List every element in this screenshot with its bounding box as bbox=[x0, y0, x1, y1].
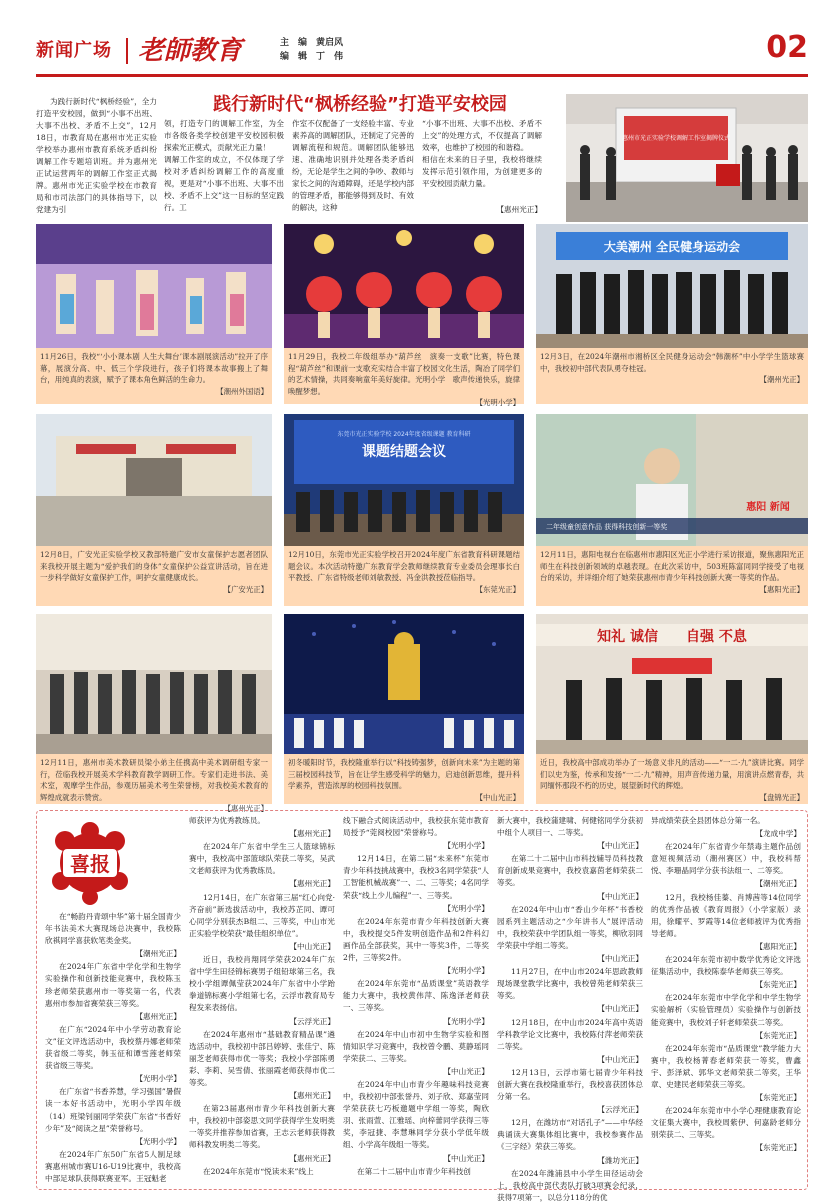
editor-chief: 主 编 黄启风 bbox=[280, 38, 344, 48]
svg-text:喜报: 喜报 bbox=[70, 852, 110, 876]
photo-cell-1 bbox=[36, 224, 272, 404]
caption-2: 11月29日，我校二年级组举办“葫芦丝 演奏一支歌”比赛，特色课程“葫芦丝”和课前一支歌充实结合丰富了校园文化生活，陶冶了同学们的艺术情操，共同奏响童年美好旋律。光明小学 歌声传递快乐，旋律唤醒梦想。 【光明小学】 bbox=[284, 348, 524, 404]
svg-text:惠阳 新闻: 惠阳 新闻 bbox=[746, 502, 790, 513]
page-number: 02 bbox=[766, 30, 808, 65]
lead-article bbox=[36, 88, 808, 220]
caption-4: 12月8日，广安光正实验学校又教部特邀广安市女童保护志愿者团队来我校开展主题为“爱护我们的身体”女童保护公益宣讲活动，旨在进一步科学做好女童保护工作，呵护女童健康成长。 【广安光正】 bbox=[36, 546, 272, 606]
lead-col-1: 为践行新时代“枫桥经验”，全力打造平安校园，做到“小事不出班、大事不出校、矛盾不上交”，12月18日，市教育局在惠州市光正实验学校举办惠州市教育系统矛盾纠纷调解工作专题培训班。并为惠州光正试运营两年的调解工作室正式揭牌。惠州市光正实验学校在市教育局和市司法部门的具体指导下，以党建为引 bbox=[36, 97, 157, 214]
photo-cell-9 bbox=[536, 614, 808, 804]
caption-3: 12月3日，在2024年潮州市湘桥区全民健身运动会“韩潮杯”中小学学生篮球赛中，我校初中部代表队勇夺桂冠。 【潮州光正】 bbox=[536, 348, 808, 404]
news-col-5: 异成绩荣获全县团体总分第一名。 【龙成中学】 在2024年广东省青少年禁毒主题作品创意短视频活动（潮州赛区）中，我校科帮悦、李珊晶同学分获书法组一、二等奖。 【潮州光正】 12月，我校杨佳蓁、肖博茜等14位同学的优秀作品被《教育周报》（小学家版）录用，徐耀平、罗霞等14位老师被评为优秀指导老师。 【惠阳光正】 在2024年东莞市初中数学优秀论文评选征集活动中，我校陈泰华老师获三等奖。 【东莞光正】 在2024年东莞市中学化学和中学生物学实验解析（实验管理员）实验操作与创新技能竞赛中，我校刘子轩老师荣获二等奖。 【东莞光正】 在2024年东莞市“品质课堂”教学能力大赛中，我校杨菁春老师荣获一等奖，曹鑫宇、彭泽斌、郭华文老师荣获二等奖，王华章、史建民老师荣获三等奖。 【东莞光正】 在2024年东莞市中小学心理健康教育论文征集大赛中，我校周紫伊、何嘉龄老师分别荣获二、三等奖。 【东莞光正】 bbox=[651, 816, 801, 1153]
svg-text:惠州市光正实验学校调解工作室揭牌仪式: 惠州市光正实验学校调解工作室揭牌仪式 bbox=[621, 135, 731, 142]
caption-7: 12月11日，惠州市美术教研员梁小弟主任携高中美术调研组专家一行，莅临我校开展美术学科教育教学调研工作。专家们走进书法、美术室，观摩学生作品，参观历届美术考生荣誉榜，对我校美术教育的辉煌成就表示赞赏。 【惠州光正】 bbox=[36, 754, 272, 804]
award-news-block bbox=[36, 810, 808, 1202]
news-col-1: 在“畅韵丹青颂中华”第十届全国青少年书法美术大赛现场总决赛中，我校陈欣祺同学喜获软笔类金奖。 【潮州光正】 在2024年广东省中学化学和生物学实验操作和创新技能竞赛中，我校陈玉珍老师荣获惠州市一等奖第一名，代表惠州市参加省赛荣获三等奖。 【惠州光正】 在广东“2024年中小学劳动教育论文”征文评选活动中，我校蔡丹娜老师荣获省级二等奖，韩玉征和谭雪莲老师荣获省级三等奖。 【光明小学】 在广东省“书香养慧，学习强国”暑假读一本好书活动中，光明小学四年级（14）班梁钊丽同学荣获广东省“书香好少年”及“阅读之星”荣誉称号。 【光明小学】 在2024年广东50广东省5人制足球赛惠州城市赛U16-U19比赛中，我校高中部足球队获得联赛亚军。王冠魁老 bbox=[45, 912, 181, 1183]
editor-info bbox=[280, 36, 343, 64]
news-col-3: 线下融合式阅读活动中，我校获东莞市教育局授予“莞阅校园”荣誉称号。 【光明小学】 12月14日，在第二届“未来杯”东莞市青少年科技挑战赛中，我校3名同学荣获“人工智能机械战赛”一、二、三等奖；4名同学荣获“线上少儿编程”一、三等奖。 【光明小学】 在2024年东莞市青少年科技创新大赛中，我校提交5件发明创造作品和2件科幻画作品全部获奖，其中一等奖3件，二等奖2件，三等奖2件。 【光明小学】 在2024年东莞市“品质课堂”英语教学能力大赛中，我校黄伟萍、陈逸泽老师获一、三等奖。 【光明小学】 在2024年中山市初中生物学实验和图情知识学习竞赛中，我校曾令鹏、莫静瑶同学荣获二、三等奖。 【中山光正】 在2024年中山市青少年趣味科技竞赛中，我校初中部张誉丹、刘子欣、郑嘉莹同学荣获获七巧板邀题中学组一等奖，陶欣羽、张雨萱、江雅瑶、向梓蕾同学获得三等奖，李冠捷、李慧琳同学分获小学低年级组、小学高年级组一等奖。 【中山光正】 在第二十二届中山市青少年科技创 bbox=[343, 816, 489, 1176]
textbook-drama-photo bbox=[36, 224, 272, 348]
photo-cell-7 bbox=[36, 614, 272, 814]
header-divider bbox=[126, 38, 128, 64]
lead-col-3: 作室不仅配备了一支经验丰富、专业素养高的调解团队，还制定了完善的调解流程和规范。调解团队能够迅速、准确地识别并处理各类矛盾纠纷，无论是学生之间的争吵、教师与家长之间的沟通障碍，还是学校内部的管理矛盾，都能够得到及时、有效的解决，这种 bbox=[292, 119, 414, 212]
svg-text:东莞市光正实验学校 2024年度省级课题 教育科研: 东莞市光正实验学校 2024年度省级课题 教育科研 bbox=[337, 431, 471, 438]
photo-cell-6 bbox=[536, 414, 808, 606]
svg-text:二年级童创意作品 获得科技创新一等奖: 二年级童创意作品 获得科技创新一等奖 bbox=[546, 523, 668, 531]
plaque-ceremony-photo bbox=[566, 94, 808, 222]
svg-text:大美潮州 全民健身运动会: 大美潮州 全民健身运动会 bbox=[603, 240, 741, 254]
svg-text:知礼 诚信 自强 不息: 知礼 诚信 自强 不息 bbox=[597, 629, 747, 645]
photo-cell-5 bbox=[284, 414, 524, 606]
basketball-team-photo bbox=[536, 224, 808, 348]
masthead-logo bbox=[136, 32, 266, 68]
caption-1: 11月26日，我校“‘小小课本剧 人生大舞台’课本剧展演活动”拉开了序幕，展演分高、中、低三个学段进行，孩子们将课本故事搬上了舞台，用纯真的表演，赋予了课本角色鲜活的生命力。 【潮州外国语】 bbox=[36, 348, 272, 404]
photo-cell-2 bbox=[284, 224, 524, 408]
svg-text:老師教育: 老師教育 bbox=[138, 36, 243, 66]
section-title: 新闻广场 bbox=[36, 40, 112, 61]
lead-col-4: “小事不出班、大事不出校、矛盾不上交”的处理方式，不仅提高了调解效率，也维护了校园的和谐稳。 相信在未来的日子里，我校将继续发挥示范引领作用，为创建更多的平安校园贡献力量。 bbox=[422, 119, 542, 188]
photo-cell-8 bbox=[284, 614, 524, 804]
news-col-4: 新大赛中，我校蒲建啸、何健铭同学分获初中组个人项目一、二等奖。 【中山光正】 在第二十二届中山市科技辅导员科技教育创新成果竞赛中，我校袁嘉茵老师荣获二等奖。 【中山光正】 在2024年中山市“香山少年杯”书香校园系列主题活动之“少年讲书人”展评活动中，我校荣获中学团队组一等奖，柳欣羽同学荣获中学组二等奖。 【中山光正】 11月27日，在中山市2024年思政教师现场课堂教学比赛中，我校曾苑老师荣获三等奖。 【中山光正】 12月18日，在中山市2024年高中英语学科教学论文比赛中，我校陈付萍老师荣获二等奖。 【中山光正】 12月13日，云浮市第七届青少年科技创新大赛在我校隆重举行，我校喜获团体总分第一名。 【云浮光正】 12月，在潍坊市“对话孔子”——中华经典诵读大赛集体组比赛中，我校参赛作品《三字经》荣获三等奖。 【潍坊光正】 在2024年潍浦县中小学生田径运动会上，我校高中部代表队打破3项赛会纪录，获得7项第一，以总分118分的优 bbox=[497, 816, 643, 1202]
tv-interview-photo bbox=[536, 414, 808, 546]
campus-gate-photo bbox=[36, 414, 272, 546]
lead-col-2: 领，打造专门的调解工作室，为全市各级各类学校创建平安校园积极探索光正模式，贡献光正力量！ 调解工作室的成立，不仅体现了学校对矛盾纠纷调解工作的高度重视，更是对“小事不出班、大事不出校、矛盾不上交”这一目标的坚定践行。工 bbox=[164, 119, 284, 212]
photo-cell-3 bbox=[536, 224, 808, 404]
research-meeting-photo bbox=[284, 414, 524, 546]
caption-5: 12月10日，东莞市光正实验学校召开2024年度广东省教育科研课题结题会议。本次活动特邀广东教育学会教师继续教育专业委员会理事长白平教授、广东省特级老师刘敏教授、冯金洪教授莅临指导。 【东莞光正】 bbox=[284, 546, 524, 606]
news-col-2: 师获评为优秀教练员。 【惠州光正】 在2024年广东省中学生三人篮球锦标赛中，我校高中部篮球队荣获二等奖，吴武文老师获评为优秀教练员。 【惠州光正】 12月14日，在广东省第三届“红心向党·齐奋前”新选拔活动中，我校苏芷同、谭可心同学分别获杰B组二、三等奖，中山市光正实验学校荣获“最佳组织单位”。 【中山光正】 近日，我校肖翔同学荣获2024年广东省中学生田径锦标赛男子组铅球第三名，我校小学组谭佩莹获2024年广东省中小学跆拳道锦标赛小学组第七名，云浮市教育局专程发来表扬信。 【云浮光正】 在2024年惠州市“基础教育精品课”遴选活动中，我校初中部吕婷婷、张佳宁、陈丽芝老师获得市优一等奖；我校小学部陈勇彩、李莉、吴雪倩、张丽霞老师获得市优二等奖。 【惠州光正】 在第23届惠州市青少年科技创新大赛中，我校初中部姿思文同学获得学生发明类一等奖并推荐参加省赛，王志云老师获得教师科教发明类二等奖。 【惠州光正】 在2024年东莞市“悦读未来”线上 bbox=[189, 816, 335, 1176]
speech-contest-photo bbox=[536, 614, 808, 754]
editor-name: 编 辑 丁 伟 bbox=[280, 52, 344, 62]
header-rule bbox=[36, 74, 808, 77]
caption-8: 初冬暖阳时节，我校隆重举行以“科技铸强梦，创新向未来”为主题的第三届校园科技节，旨在让学生感受科学的魅力，启迪创新思维，提升科学素养，营造浓厚的校园科技氛围。 【中山光正】 bbox=[284, 754, 524, 804]
hulusi-performance-photo bbox=[284, 224, 524, 348]
page-header bbox=[36, 30, 808, 80]
lead-title: 践行新时代“枫桥经验”打造平安校园 bbox=[213, 94, 507, 115]
lead-signature: 【惠州光正】 bbox=[496, 205, 542, 214]
caption-6: 12月11日，惠阳电视台在临惠州市惠阳区光正小学进行采访报道，聚焦惠阳光正师生在科技创新领域的卓越表现。在此次采访中，503班陈富同同学接受了电视台的采访，并详细介绍了她荣获惠州市青少年科技创新大赛一等奖的作品。 【惠阳光正】 bbox=[536, 546, 808, 606]
svg-text:课题结题会议: 课题结题会议 bbox=[362, 444, 446, 460]
science-festival-photo bbox=[284, 614, 524, 754]
photo-cell-4 bbox=[36, 414, 272, 606]
xibao-badge-icon bbox=[47, 819, 133, 907]
caption-9: 近日，我校高中部成功举办了一场意义非凡的活动——“一二·九”演讲比赛。同学们以史为鉴，传承和发扬“一二·九”精神，用声音传递力量，用演讲点燃青春，共同缅怀那段不朽的历史，展望新时代的辉煌。 【盘锦光正】 bbox=[536, 754, 808, 804]
art-experts-group-photo bbox=[36, 614, 272, 754]
